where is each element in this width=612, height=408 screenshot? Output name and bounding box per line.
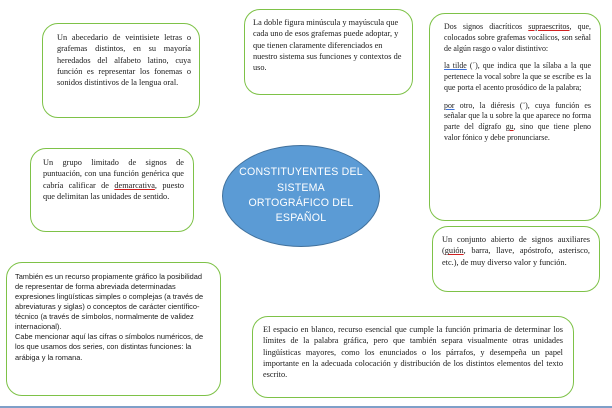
box-auxiliares [432,226,600,292]
central-topic-ellipse [222,145,380,247]
box-recurso-grafico [6,262,221,396]
box-abecedario [42,23,200,118]
box-doble-figura [244,9,413,95]
doble-figura-text: La doble figura minúscula y mayúscula que cada uno de esos grafemas puede adoptar, y que tienen claramente diferenciados en nuestro sistema sus funciones y contextos de uso. [253,18,402,73]
diacriticos-intro: Dos signos diacríticos supraescritos, que, colocados sobre grafemas vocálicos, son señal de algún rasgo o valor distintivo: [444,22,591,53]
auxiliares-text: Un conjunto abierto de signos auxiliares (guión, barra, llave, apóstrofo, asterisco, etc.), de muy diverso valor y función. [442,235,590,267]
box-puntuacion [30,148,194,232]
espacio-blanco-text: El espacio en blanco, recurso esencial que cumple la función primaria de determinar los límites de la palabra gráfica, pero que también separa visualmente otras unidades lingüísticas mayores, como los enunciados o los párrafos, y desempeña un papel importante en la adecuada colocación y distribución de los distintos elementos del texto escrito. [263,325,563,380]
recurso-grafico-text-1: También es un recurso propiamente gráfico la posibilidad de representar de forma abreviada determinadas expresiones lingüísticas simples o complejas (a través de abreviaturas y siglas) o conceptos de carácter científico-técnico (a través de símbolos, normalmente de validez internacional). [15,272,204,332]
puntuacion-text: Un grupo limitado de signos de puntuación, con una función genérica que cabría calificar de demarcativa, puesto que delimitan las unidades de sentido. [43,158,185,201]
central-topic-title: CONSTITUYENTES DEL SISTEMA ORTOGRÁFICO DEL ESPAÑOL [239,166,363,225]
diacriticos-tilde: la tilde (´), que indica que la sílaba a la que pertenece la vocal sobre la que se escribe es la que porta el acento prosódico de la palabra; [444,61,591,92]
box-espacio-blanco [252,316,574,398]
recurso-grafico-text-2: Cabe mencionar aquí las cifras o símbolos numéricos, de los que usamos dos series, con distintas funciones: la arábiga y la romana. [15,332,204,362]
box-diacriticos [429,13,601,221]
diacriticos-dieresis: por otro, la diéresis (¨), cuya función es señalar que la u sobre la que aparece no forma parte del dígrafo gu, sino que tiene pleno valor fónico y debe pronunciarse. [444,100,591,142]
abecedario-text: Un abecedario de veintisiete letras o grafemas distintos, en su mayoría heredados del alfabeto latino, cuya función es representar los fonemas o sonidos distintivos de la lengua oral. [57,33,191,88]
